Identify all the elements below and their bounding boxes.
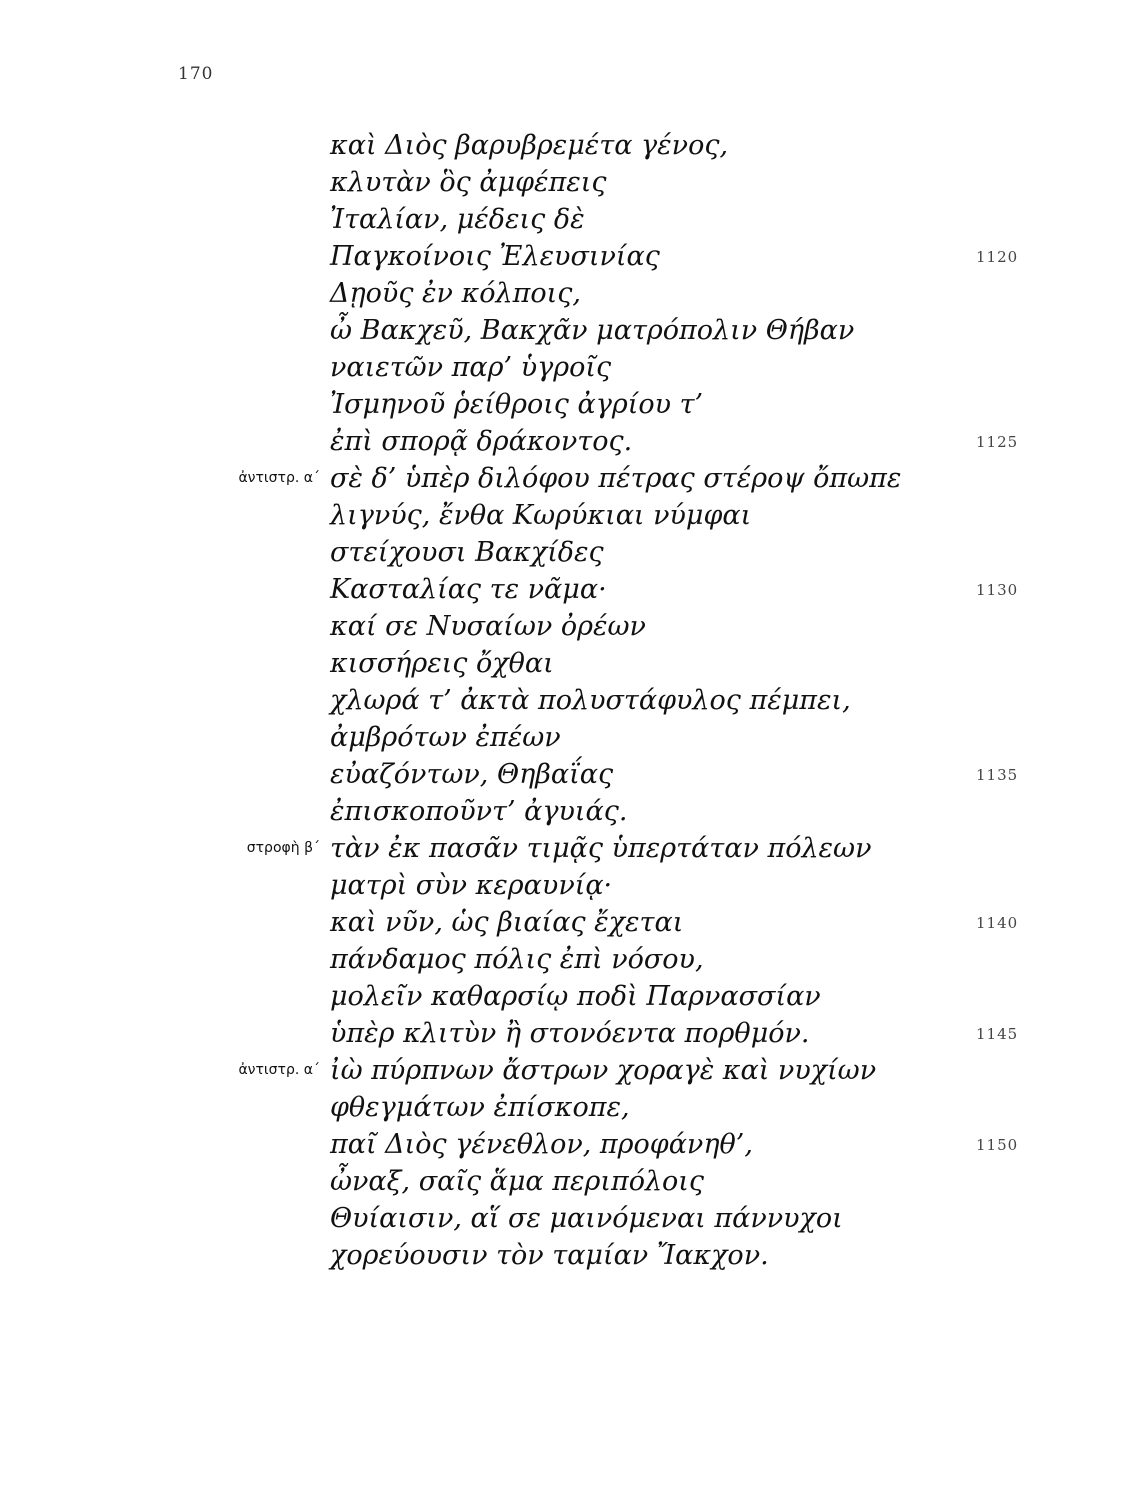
verse-line <box>0 1052 1122 1089</box>
verse-line <box>0 608 1122 645</box>
verse-line <box>0 941 1122 978</box>
verse-line <box>0 201 1122 238</box>
verse-text: Παγκοίνοις Ἐλευσινίας <box>330 241 660 272</box>
verse-text: Ἰταλίαν, μέδεις δὲ <box>330 204 585 235</box>
verse-text: Θυίαισιν, αἵ σε μαινόμεναι πάννυχοι <box>330 1203 843 1234</box>
section-label: στροφὴ β΄ <box>246 840 320 856</box>
verse-line <box>0 238 1122 275</box>
verse-text: ἐπισκοποῦντ’ ἀγυιάς. <box>330 796 628 827</box>
verse-line <box>0 1237 1122 1274</box>
verse-line <box>0 1015 1122 1052</box>
verse-text: καὶ Διὸς βαρυβρεμέτα γένος, <box>330 130 729 161</box>
verse-text: ναιετῶν παρ’ ὑγροῖς <box>330 352 612 383</box>
verse-text: ὦ Βακχεῦ, Βακχᾶν ματρόπολιν Θήβαν <box>330 315 855 346</box>
verse-text: Ἰσμηνοῦ ῥείθροις ἀγρίου τ’ <box>330 389 704 420</box>
verse-block <box>0 127 1122 1274</box>
verse-text: μολεῖν καθαρσίῳ ποδὶ Παρνασσίαν <box>330 981 821 1012</box>
verse-text: σὲ δ’ ὑπὲρ διλόφου πέτρας στέροψ ὄπωπε <box>330 463 902 494</box>
verse-text: λιγνύς, ἔνθα Κωρύκιαι νύμφαι <box>330 500 752 531</box>
verse-line <box>0 386 1122 423</box>
line-number: 1125 <box>976 433 1019 451</box>
line-number: 1140 <box>976 914 1019 932</box>
section-label: ἀντιστρ. α΄ <box>238 1062 320 1078</box>
line-number: 1120 <box>976 248 1019 266</box>
verse-line <box>0 719 1122 756</box>
verse-line <box>0 164 1122 201</box>
verse-text: χορεύουσιν τὸν ταμίαν Ἴακχον. <box>330 1240 769 1271</box>
verse-line <box>0 904 1122 941</box>
verse-text: ἰὼ πύρπνων ἄστρων χοραγὲ καὶ νυχίων <box>330 1055 877 1086</box>
verse-line <box>0 571 1122 608</box>
verse-line <box>0 127 1122 164</box>
section-label: ἀντιστρ. α΄ <box>238 470 320 486</box>
verse-text: κλυτὰν ὃς ἀμφέπεις <box>330 167 607 198</box>
verse-text: ἀμβρότων ἐπέων <box>330 722 561 753</box>
verse-line <box>0 645 1122 682</box>
verse-text: χλωρά τ’ ἀκτὰ πολυστάφυλος πέμπει, <box>330 685 851 716</box>
verse-text: πάνδαμος πόλις ἐπὶ νόσου, <box>330 944 704 975</box>
verse-line <box>0 682 1122 719</box>
verse-text: ὑπὲρ κλιτὺν ἢ στονόεντα πορθμόν. <box>330 1018 810 1049</box>
verse-line <box>0 423 1122 460</box>
verse-line <box>0 1200 1122 1237</box>
verse-text: κισσήρεις ὄχθαι <box>330 648 554 679</box>
verse-text: καὶ νῦν, ὡς βιαίας ἔχεται <box>330 907 684 938</box>
verse-text: ὦναξ, σαῖς ἅμα περιπόλοις <box>330 1166 705 1197</box>
verse-line <box>0 312 1122 349</box>
page-number: 170 <box>178 64 214 84</box>
verse-line <box>0 1163 1122 1200</box>
verse-text: καί σε Νυσαίων ὀρέων <box>330 611 646 642</box>
verse-text: ἐπὶ σπορᾷ δράκοντος. <box>330 426 633 457</box>
verse-line <box>0 830 1122 867</box>
line-number: 1135 <box>976 766 1019 784</box>
verse-text: Κασταλίας τε νᾶμα· <box>330 574 607 605</box>
verse-text: στείχουσι Βακχίδες <box>330 537 604 568</box>
verse-line <box>0 460 1122 497</box>
verse-text: παῖ Διὸς γένεθλον, προφάνηθ’, <box>330 1129 753 1160</box>
verse-text: Δῃοῦς ἐν κόλποις, <box>330 278 581 309</box>
line-number: 1145 <box>976 1025 1019 1043</box>
verse-line <box>0 756 1122 793</box>
verse-line <box>0 534 1122 571</box>
verse-text: εὐαζόντων, Θηβαΐας <box>330 759 614 790</box>
verse-line <box>0 793 1122 830</box>
verse-line <box>0 1126 1122 1163</box>
line-number: 1130 <box>976 581 1019 599</box>
verse-line <box>0 1089 1122 1126</box>
verse-text: τὰν ἐκ πασᾶν τιμᾷς ὑπερτάταν πόλεων <box>330 833 872 864</box>
verse-line <box>0 275 1122 312</box>
verse-line <box>0 867 1122 904</box>
line-number: 1150 <box>976 1136 1019 1154</box>
verse-text: ματρὶ σὺν κεραυνίᾳ· <box>330 870 613 901</box>
verse-line <box>0 497 1122 534</box>
verse-text: φθεγμάτων ἐπίσκοπε, <box>330 1092 630 1123</box>
verse-line <box>0 978 1122 1015</box>
verse-line <box>0 349 1122 386</box>
